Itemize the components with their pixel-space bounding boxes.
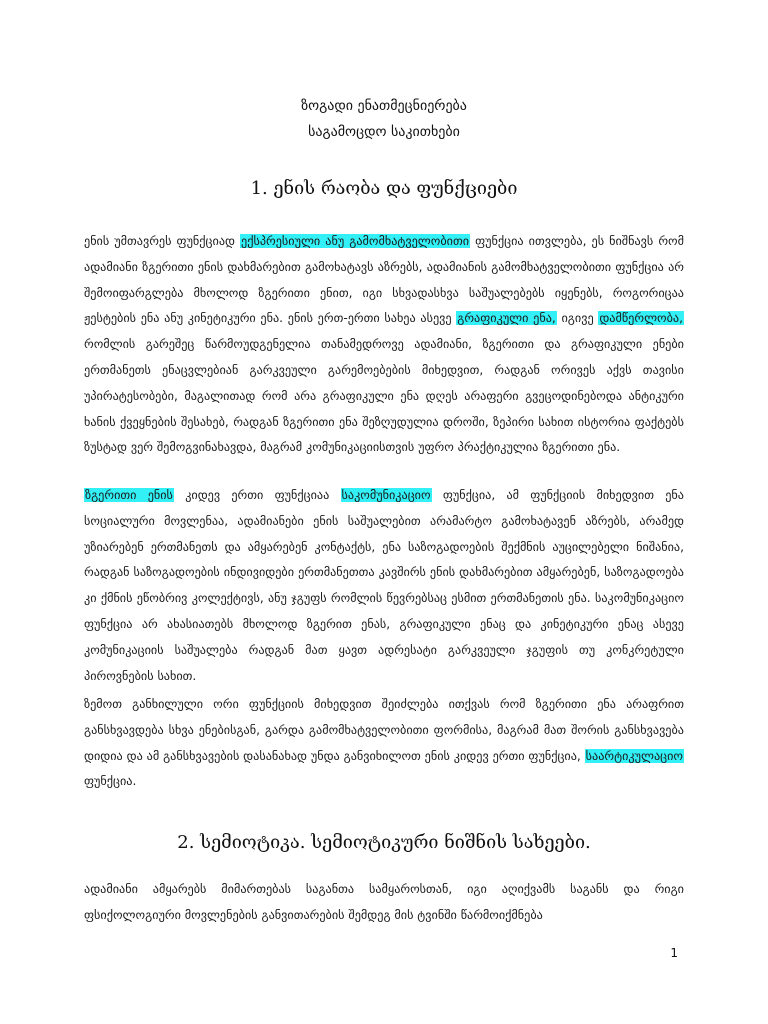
text-run: კიდევ ერთი ფუნქციაა	[173, 488, 341, 502]
section-1-paragraph-3	[84, 692, 684, 795]
highlighted-term: გრაფიკული ენა,	[457, 311, 556, 326]
text-run: ენის უმთავრეს ფუნქციად	[84, 234, 241, 248]
section-2-paragraph-1	[84, 877, 684, 929]
highlighted-term: ექსპრესიული ანუ გამომხატველობითი	[241, 234, 470, 248]
text-run: ადამიანი ამყარებს მიმართებას საგანთა სამყაროსთან, იგი აღიქვამს საგანს და რიგი ფსიქოლოგიური მოვლენების განვითარების შემდეგ მის ტვინში წარმოიქმნება	[84, 882, 684, 922]
page-number: 1	[670, 946, 678, 960]
section-1-heading: 1. ენის რაობა და ფუნქციები	[250, 178, 518, 199]
text-run: იგივე	[556, 311, 599, 326]
highlighted-term: საარტიკულაციო	[585, 748, 683, 763]
highlighted-term: დამწერლობა,	[599, 311, 683, 326]
section-1-paragraph-1	[84, 229, 684, 461]
text-run: ფუნქცია, ამ ფუნქციის მიხედვით ენა სოციალური მოვლენაა, ადამიანები ენის საშუალებით არამარტო გამოხატავენ აზრებს, არამედ უზიარებენ ერთმანეთს და ამყარებენ კონტაქტს, ენა საზოგადოების შექმნის აუცილებელი ნიშანია, რადგან საზოგადოების ინდივიდები ერთმანეთთა კავშირს ენის დახმარებით ამყარებენ, საზოგადოება კი ქმნის ეწობრივ კოლექტივს, ანუ ჯგუფს რომლის წევრებსაც ესმით ერთმანეთის ენა. საკომუნიკაციო ფუნქცია არ ახასიათებს მხოლოდ ზგერით ენას, გრაფიკული ენაც და კინეტიკური ენაც ასევე კომუნიკაციის საშუალება რადგან მათ ყავთ ადრესატი გარკვეული ჯგუფის თუ კონკრეტული პიროვნების სახით.	[84, 488, 684, 683]
section-1-paragraph-2	[84, 483, 684, 689]
highlighted-term: საკომუნიკაციო	[341, 488, 431, 502]
text-run: ფუნქცია ითვლება, ეს ნიშნავს რომ ადამიანი ზგერითი ენის დახმარებით გამოხატავს აზრებს, ადამიანის გამომხატველობითი ფუნქცია არ შემოიფარგლება მხოლოდ ზგერითი ენით, იგი სხვადასხვა საშუალებებს იყენებს, როგორიცაა ჟესტების ენა ანუ კინეტიკური ენა. ენის ერთ-ერთი სახეა ასევე	[84, 234, 684, 326]
text-run: ფუნქცია.	[84, 774, 137, 789]
text-run: ზემოთ განხილული ორი ფუნქციის მიხედვით შეიძლება ითქვას რომ ზგერითი ენა არაფრით განსხვავდება სხვა ენებისგან, გარდა გამომხატველობითი ფორმისა, მაგრამ მათ შორის განსხვავება დიდია და ამ განსხვავების დასანახად უნდა განვიხილოთ ენის კიდევ ერთი ფუნქცია,	[84, 697, 684, 763]
document-subtitle: საგამოცდო საკითხები	[308, 124, 460, 140]
text-run: რომლის გარეშეც წარმოუდგენელია თანამედროვე ადამიანი, ზგერითი და გრაფიკული ენები ერთმანეთს ენაცვლებიან გარკვეული გარემოებების მიხედვით, რადგან ორივეს აქვს თავისი უპირატესობები, მაგალითად რომ არა გრაფიკული ენა დღეს არაფერი გვეცოდინებოდა ანტიკური ხანის ქვეყნების შესახებ, რადგან ზგერითი ენა შეზღუდულია დროში, ზეპირი სახით ისტორია ფაქტებს ზუსტად ვერ შემოგვინახავდა, მაგრამ კომუნიკაციისთვის უფრო პრაქტიკულია ზგერითი ენა.	[84, 337, 684, 455]
section-2-heading: 2. სემიოტიკა. სემიოტიკური ნიშნის სახეები.	[177, 832, 591, 853]
highlighted-term: ზგერითი ენის	[85, 488, 173, 502]
document-title: ზოგადი ენათმეცნიერება	[301, 98, 467, 114]
